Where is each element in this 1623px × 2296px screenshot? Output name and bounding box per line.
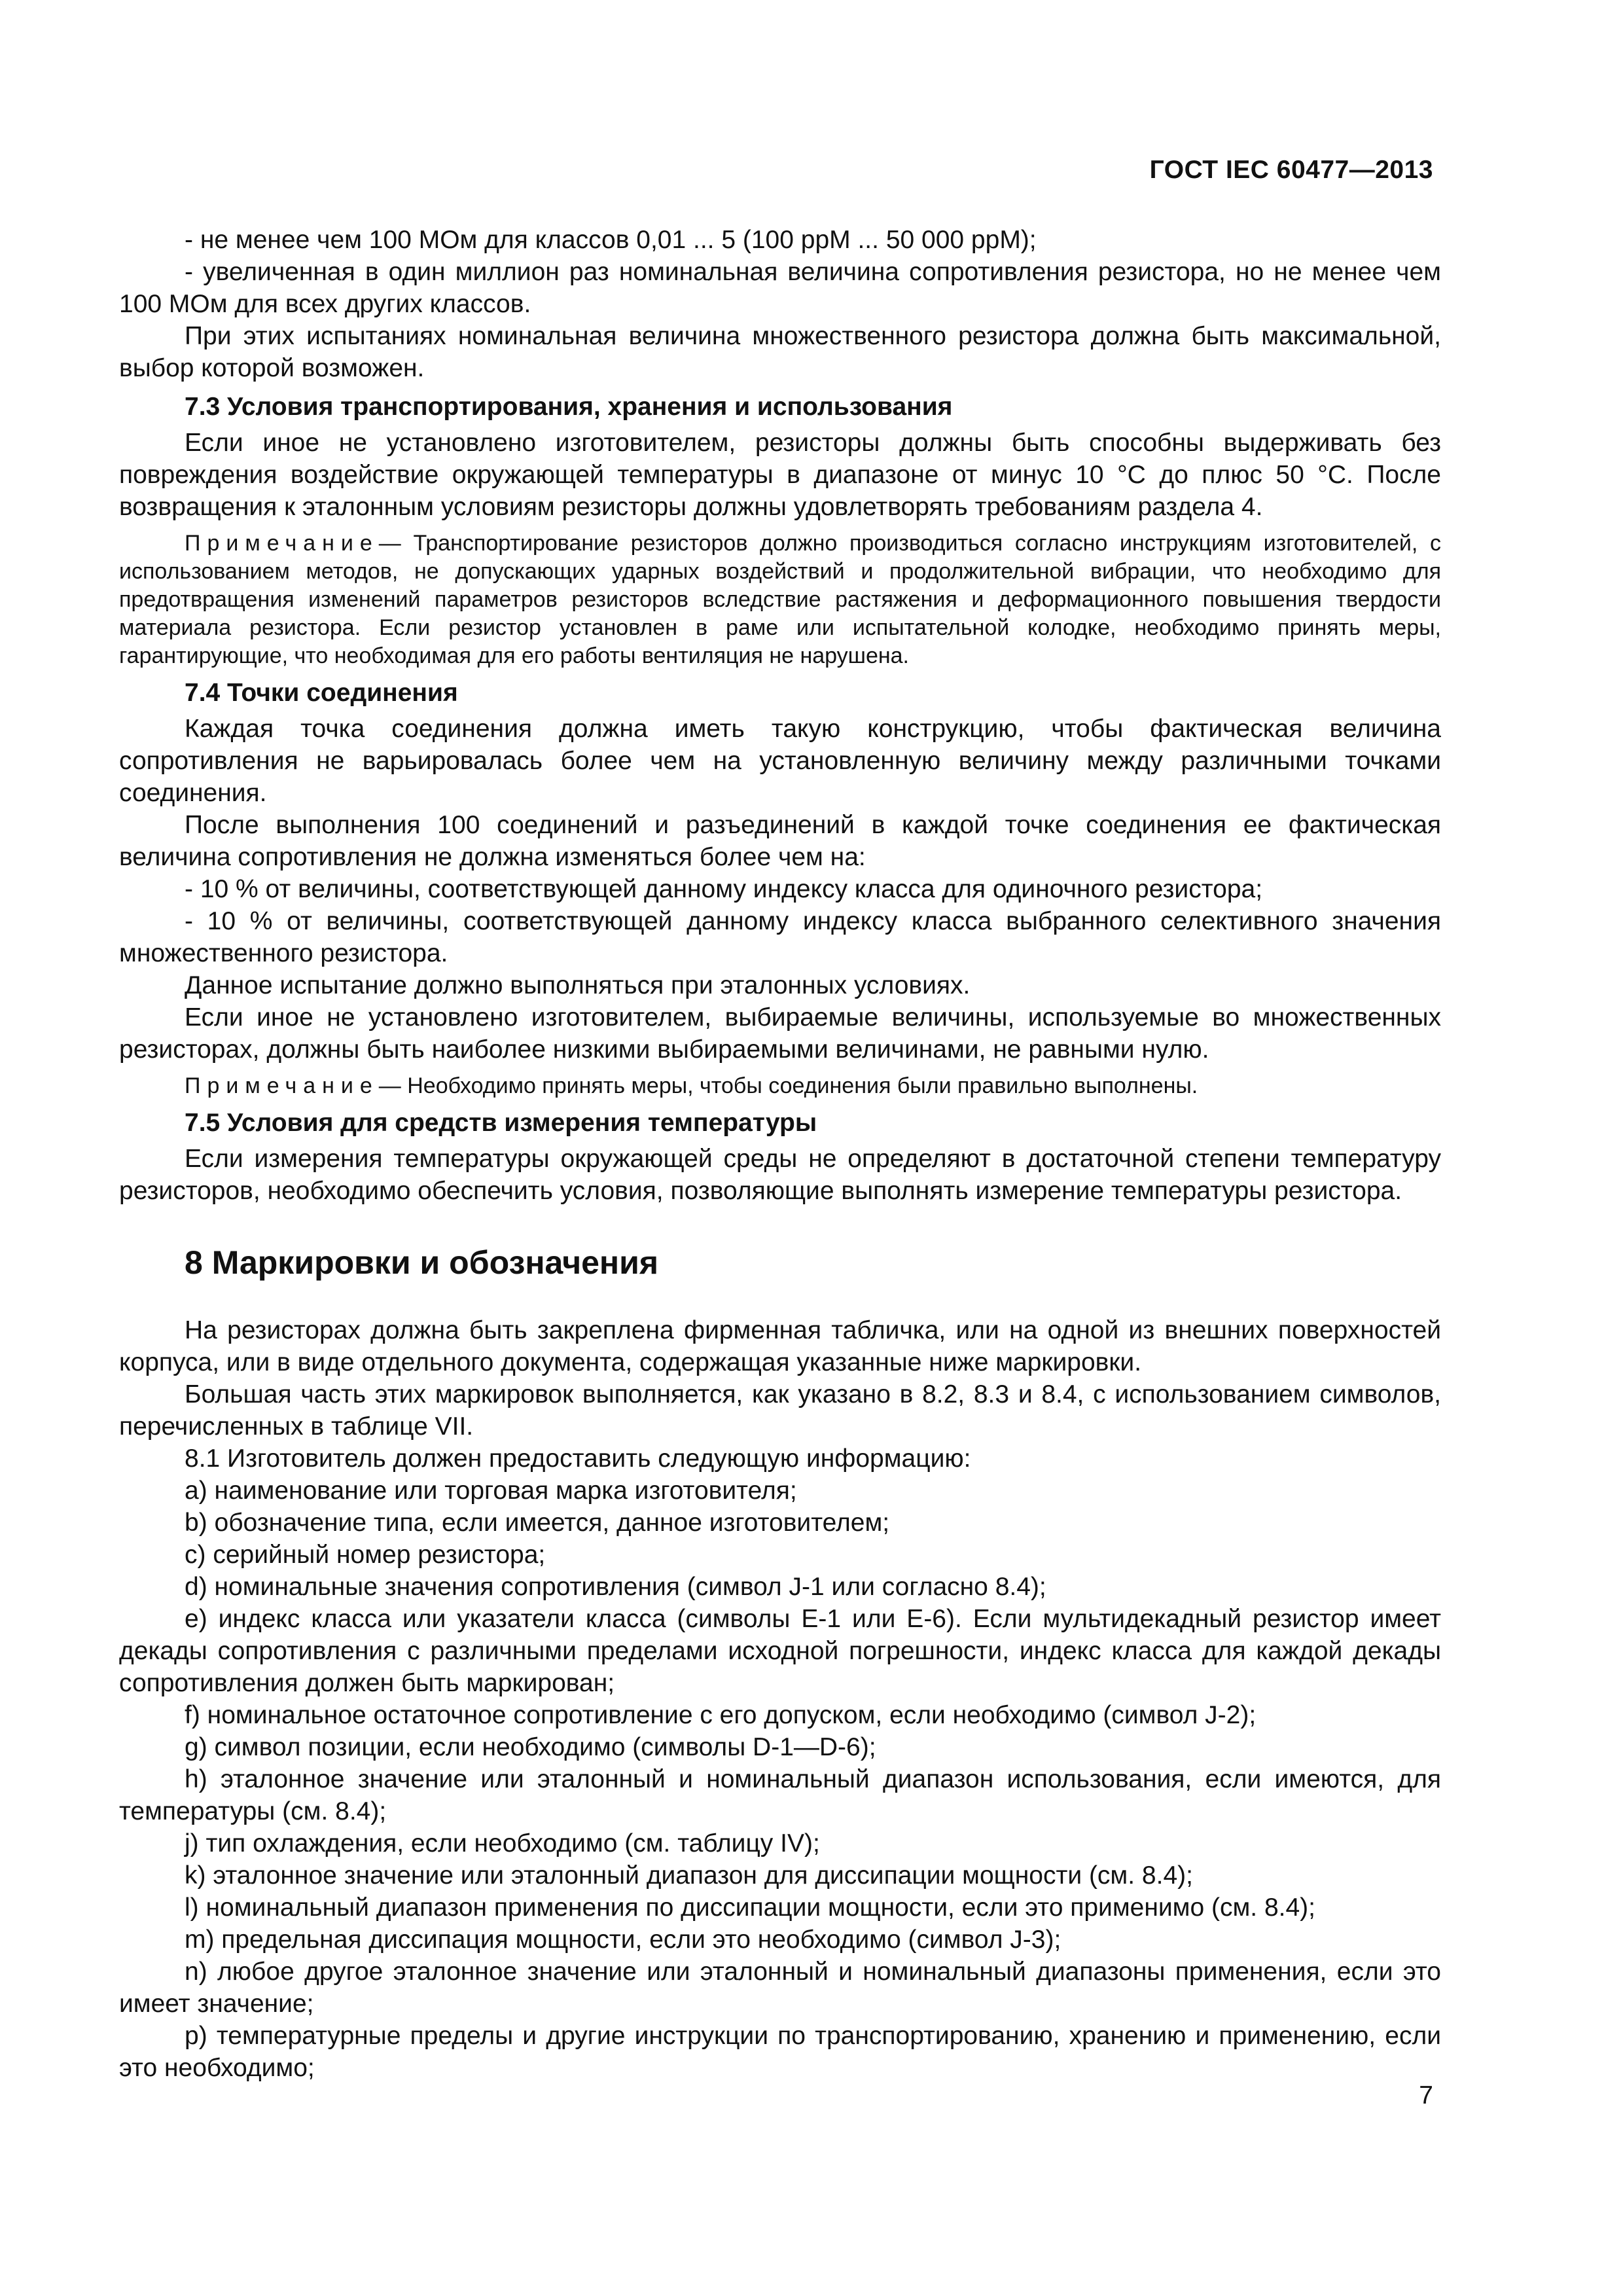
note-paragraph (119, 529, 1441, 670)
page-number: 7 (1419, 2081, 1433, 2109)
paragraph: m) предельная диссипация мощности, если это необходимо (символ J-3); (185, 1926, 1061, 1954)
section-heading: 8 Маркировки и обозначения (185, 1244, 659, 1281)
paragraph: Данное испытание должно выполняться при эталонных условиях. (185, 971, 971, 999)
paragraph: k) эталонное значение или эталонный диапазон для диссипации мощности (см. 8.4); (185, 1861, 1193, 1890)
note-label: Примечание (185, 531, 379, 556)
paragraph: 8.1 Изготовитель должен предоставить следующую информацию: (185, 1444, 971, 1473)
paragraph: c) серийный номер резистора; (185, 1541, 546, 1569)
note-text: — Транспортирование резисторов должно производиться согласно инструкциям изготовителей, с использованием методов, не допускающих ударных воздействий и продолжительной вибрации, что необходимо для предотвращения изменений параметров резисторов вследствие растяжения и деформационного повышения твердости материала резистора. Если резистор установлен в раме или испытательной колодке, необходимо принять меры, гарантирующие, что необходимая для его работы вентиляция не нарушена. (119, 531, 1441, 668)
paragraph: - не менее чем 100 МОм для классов 0,01 ... 5 (100 ppM ... 50 000 ppM); (185, 226, 1037, 254)
paragraph: - 10 % от величины, соответствующей данному индексу класса для одиночного резистора; (185, 875, 1263, 903)
paragraph: e) индекс класса или указатели класса (символы Е-1 или Е-6). Если мультидекадный резистор имеет декады сопротивления с различными пределами исходной погрешности, индекс класса для каждой декады сопротивления должен быть маркирован; (119, 1605, 1441, 1697)
paragraph: При этих испытаниях номинальная величина множественного резистора должна быть максимальной, выбор которой возможен. (119, 322, 1441, 382)
paragraph: a) наименование или торговая марка изготовителя; (185, 1477, 797, 1505)
paragraph: После выполнения 100 соединений и разъединений в каждой точке соединения ее фактическая величина сопротивления не должна изменяться более чем на: (119, 811, 1441, 871)
paragraph: f) номинальное остаточное сопротивление с его допуском, если необходимо (символ J-2); (185, 1701, 1257, 1729)
paragraph: Каждая точка соединения должна иметь такую конструкцию, чтобы фактическая величина сопротивления не варьировалась более чем на установленную величину между различными точками соединения. (119, 715, 1441, 807)
note-label: Примечание (185, 1073, 379, 1098)
subsection-heading: 7.3 Условия транспортирования, хранения и использования (185, 393, 953, 421)
paragraph: Если измерения температуры окружающей среды не определяют в достаточной степени температуру резисторов, необходимо обеспечить условия, позволяющие выполнять измерение температуры резистора. (119, 1145, 1441, 1205)
paragraph: h) эталонное значение или эталонный и номинальный диапазон использования, если имеются, для температуры (см. 8.4); (119, 1765, 1441, 1825)
paragraph: На резисторах должна быть закреплена фирменная табличка, или на одной из внешних поверхностей корпуса, или в виде отдельного документа, содержащая указанные ниже маркировки. (119, 1316, 1441, 1376)
paragraph: j) тип охлаждения, если необходимо (см. таблицу IV); (185, 1829, 820, 1857)
paragraph: - увеличенная в один миллион раз номинальная величина сопротивления резистора, но не менее чем 100 МОм для всех других классов. (119, 258, 1441, 318)
paragraph: g) символ позиции, если необходимо (символы D-1—D-6); (185, 1733, 876, 1761)
paragraph: b) обозначение типа, если имеется, данное изготовителем; (185, 1509, 890, 1537)
note-text: — Необходимо принять меры, чтобы соединения были правильно выполнены. (378, 1073, 1198, 1098)
subsection-heading: 7.5 Условия для средств измерения температуры (185, 1109, 817, 1137)
document-code-header: ГОСТ IEC 60477—2013 (1149, 156, 1433, 184)
paragraph: - 10 % от величины, соответствующей данному индексу класса выбранного селективного значения множественного резистора. (119, 907, 1441, 967)
page-body (119, 224, 1441, 2084)
paragraph: l) номинальный диапазон применения по диссипации мощности, если это применимо (см. 8.4); (185, 1893, 1315, 1922)
paragraph: Если иное не установлено изготовителем, выбираемые величины, используемые во множественных резисторах, должны быть наиболее низкими выбираемыми величинами, не равными нулю. (119, 1003, 1441, 1064)
paragraph: Большая часть этих маркировок выполняется, как указано в 8.2, 8.3 и 8.4, с использованием символов, перечисленных в таблице VII. (119, 1380, 1441, 1441)
note-paragraph (119, 1072, 1441, 1100)
subsection-heading: 7.4 Точки соединения (185, 679, 458, 707)
paragraph: d) номинальные значения сопротивления (символ J-1 или согласно 8.4); (185, 1573, 1046, 1601)
paragraph: p) температурные пределы и другие инструкции по транспортированию, хранению и применению, если это необходимо; (119, 2022, 1441, 2082)
paragraph: n) любое другое эталонное значение или эталонный и номинальный диапазоны применения, если это имеет значение; (119, 1958, 1441, 2018)
paragraph: Если иное не установлено изготовителем, резисторы должны быть способны выдерживать без повреждения воздействие окружающей температуры в диапазоне от минус 10 °С до плюс 50 °С. После возвращения к эталонным условиям резисторы должны удовлетворять требованиям раздела 4. (119, 429, 1441, 521)
